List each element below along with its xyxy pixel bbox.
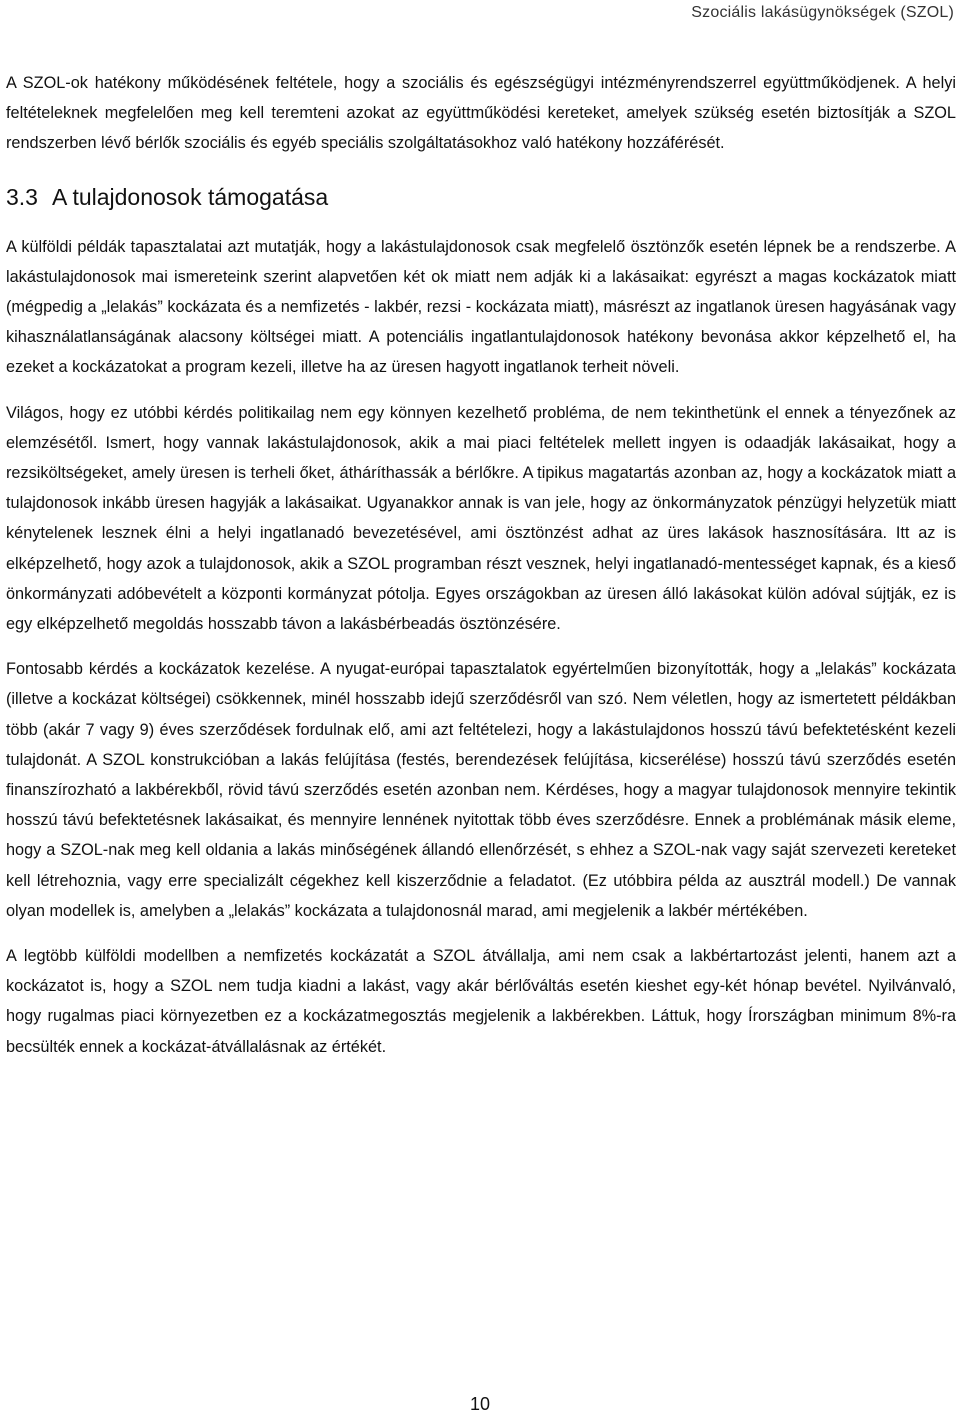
section-number: 3.3 xyxy=(6,183,38,210)
section-heading xyxy=(6,177,956,217)
intro-paragraph: A SZOL-ok hatékony működésének feltétele, hogy a szociális és egészségügyi intézményrendszerrel együttműködjenek. A helyi feltételeknek megfelelően meg kell teremteni azokat az együttműködési kereteket, amelyek szükség esetén biztosítják a SZOL rendszerben lévő bérlők szociális és egyéb speciális szolgáltatásokhoz való hatékony hozzáférését. xyxy=(6,74,956,153)
body-paragraph: A külföldi példák tapasztalatai azt mutatják, hogy a lakástulajdonosok csak megfelelő ösztönzők esetén lépnek be a rendszerbe. A lakástulajdonosok mai ismereteink szerint alapvetően két ok miatt nem adják ki a lakásaikat: egyrészt a magas kockázatok miatt (mégpedig a „lelakás” kockázata és a nemfizetés - lakbér, rezsi - kockázata miatt), másrészt az ingatlanok üresen hagyásának vagy kihasználatlanságának alacsony költségei miatt. A potenciális ingatlantulajdonosok hatékony bevonása akkor képzelhető el, ha ezeket a kockázatokat a program kezeli, illetve ha az üresen hagyott ingatlanok terheit növeli. xyxy=(6,237,956,377)
body-paragraph: Világos, hogy ez utóbbi kérdés politikailag nem egy könnyen kezelhető probléma, de nem tekinthetünk el ennek a tényezőnek az elemzésétől. Ismert, hogy vannak lakástulajdonosok, akik a mai piaci feltételek mellett ingyen is odaadják lakásaikat, hogy a rezsiköltségeket, amely üresen is terheli őket, átháríthassák a bérlőkre. A tipikus magatartás azonban az, hogy a kockázatok miatt a tulajdonosok inkább üresen hagyják a lakásaikat. Ugyanakkor annak is van jele, hogy az önkormányzatok pénzügyi helyzetük miatt kénytelenek lesznek élni a helyi ingatlanadó bevezetésével, ami ösztönzést adhat az üres lakások hasznosítására. Itt az is elképzelhető, hogy azok a tulajdonosok, akik a SZOL programban részt vesznek, helyi ingatlanadó-mentességet kapnak, és a kieső önkormányzati adóbevételt a központi kormányzat pótolja. Egyes országokban az üresen álló lakásokat külön adóval sújtják, ez is egy elképzelhető megoldás hosszabb távon a lakásbérbeadás ösztönzésére. xyxy=(6,403,956,634)
body-text xyxy=(6,68,956,1062)
running-header: Szociális lakásügynökségek (SZOL) xyxy=(691,4,954,21)
body-paragraph: A legtöbb külföldi modellben a nemfizetés kockázatát a SZOL átvállalja, ami nem csak a lakbértartozást jelenti, hanem azt a kockázatot is, hogy a SZOL nem tudja kiadni a lakást, vagy akár bérlőváltás esetén kieshet egy-két hónap bevétel. Nyilvánvaló, hogy rugalmas piaci környezetben ez a kockázatmegosztás megjelenik a lakbérekben. Láttuk, hogy Írországban minimum 8%-ra becsülték ennek a kockázat-átvállalásnak az értékét. xyxy=(6,947,956,1056)
section-title: A tulajdonosok támogatása xyxy=(51,183,329,210)
page-number: 10 xyxy=(469,1394,491,1414)
body-paragraph: Fontosabb kérdés a kockázatok kezelése. A nyugat-európai tapasztalatok egyértelműen bizonyították, hogy a „lelakás” kockázata (illetve a kockázat költségei) csökkennek, minél hosszabb idejű szerződésről van szó. Nem véletlen, hogy az ismertetett példákban több (akár 7 vagy 9) éves szerződések fordulnak elő, ami azt feltételezi, hogy a lakástulajdonos hosszú távú befektetésként kezeli tulajdonát. A SZOL konstrukcióban a lakás felújítása (festés, berendezések felújítása, kicserélése) hosszú távú szerződés esetén finanszírozható a lakbérekből, rövid távú szerződés esetén azonban nem. Kérdéses, hogy a magyar tulajdonosok mennyire tekintik hosszú távú befektetésnek lakásaikat, és mennyire lennének nyitottak több éves szerződésre. Ennek a problémának másik eleme, hogy a SZOL-nak meg kell oldania a lakás minőségének állandó ellenőrzését, s ehhez a SZOL-nak vagy saját szervezeti kereteket kell létrehoznia, vagy erre specializált cégekhez kell kiszerződnie a feladatot. (Ez utóbbira példa az ausztrál modell.) De vannak olyan modellek is, amelyben a „lelakás” kockázata a tulajdonosnál marad, ami megjelenik a lakbér mértékében. xyxy=(6,660,956,920)
